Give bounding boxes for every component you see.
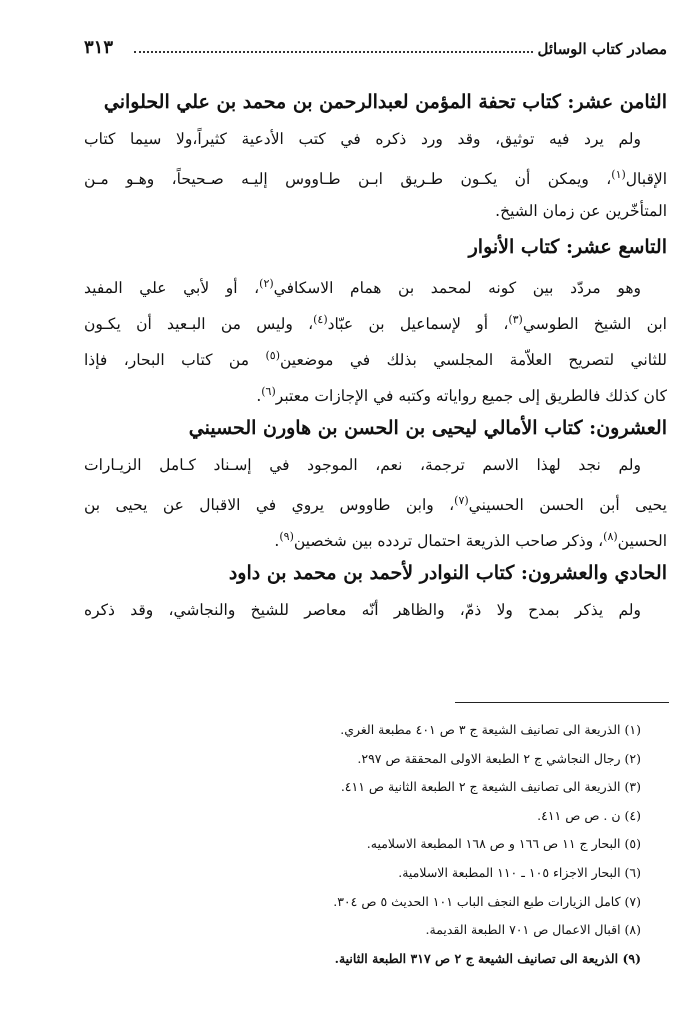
- text-line: وهو مردّد بين كونه لمحمد بن همام الاسكافي$^{(٢)}$، أو لأبي علي المفيد: [84, 277, 641, 297]
- footnotes: [180, 716, 641, 973]
- footnote: (٤) ن . ص ص ٤١١.: [537, 807, 641, 823]
- footnote-marker: (٤): [313, 313, 328, 326]
- footnote: (٩) الذريعة الى تصانيف الشيعة ج ٢ ص ٣١٧ الطبعة الثانية.: [334, 950, 641, 966]
- footnote: (١) الذريعة الى تصانيف الشيعة ج ٣ ص ٤٠١ مطبعة الغري.: [340, 722, 641, 737]
- page-number: ٣١٣: [84, 37, 114, 58]
- text-line: كان كذلك فالطريق إلى جميع رواياته وكتبه في الإجازات معتبر$^{(٦)}$.: [256, 385, 667, 405]
- text-line: الإقبال$^{(١)}$، ويمكن أن يكـون طـريق ابـن طـاووس إليـه صـحيحاً، وهـو مـن: [84, 168, 667, 188]
- footnote: (٥) البحار ج ١١ ص ١٦٦ و ص ١٦٨ المطبعة الاسلاميه.: [366, 836, 641, 852]
- footnote: (٦) البحار الاجزاء ١٠٥ ـ ١١٠ المطبعة الاسلامية.: [398, 864, 641, 880]
- footnote: (٢) رجال النجاشي ج ٢ الطبعة الاولى المحققة ص ٢٩٧.: [357, 750, 641, 766]
- footnote: (٧) كامل الزيارات طبع النجف الباب ١٠١ الحديث ٥ ص ٣٠٤.: [333, 893, 641, 909]
- main-text: [84, 84, 667, 628]
- footnote-marker: (٣): [508, 313, 523, 326]
- text-line: المتأخّرين عن زمان الشيخ.: [495, 202, 667, 220]
- section-heading: الحادي والعشرون: كتاب النوادر لأحمد بن محمد بن داود: [228, 562, 667, 584]
- footnote-marker: (٥): [265, 349, 280, 362]
- text-line: ولم نجد لهذا الاسم ترجمة، نعم، الموجود في إسـناد كـامل الزيـارات: [84, 456, 641, 474]
- footnote-marker: (١): [611, 168, 626, 181]
- text-line: ولم يرد فيه توثيق، وقد ورد ذكره في كتب الأدعية كثيراً،ولا سيما كتاب: [84, 130, 641, 148]
- section-heading: الثامن عشر: كتاب تحفة المؤمن لعبدالرحمن بن محمد بن علي الحلواني: [103, 91, 667, 113]
- footnote-divider: [455, 702, 669, 703]
- running-title: مصادر كتاب الوسائل: [537, 40, 667, 58]
- text-line: الحسين$^{(٨)}$، وذكر صاحب الذريعة احتمال تردده بين شخصين$^{(٩)}$.: [274, 530, 667, 550]
- footnote-marker: (٢): [259, 277, 274, 290]
- footnote: (٣) الذريعة الى تصانيف الشيعة ج ٢ الطبعة الثانية ص ٤١١.: [340, 779, 641, 795]
- text-line: للثاني لتصريح العلاّمة المجلسي بذلك في موضعين$^{(٥)}$ من كتاب البحار، فإذا: [84, 349, 667, 369]
- section-heading: التاسع عشر: كتاب الأنوار: [468, 236, 667, 258]
- section-heading: العشرون: كتاب الأمالي ليحيى بن الحسن بن هاورن الحسيني: [188, 417, 667, 439]
- page-header: [84, 36, 667, 66]
- dotted-leader: [134, 51, 533, 53]
- text-line: ولم يذكر بمدح ولا ذمّ، والظاهر أنّه معاصر للشيخ والنجاشي، وقد ذكره: [84, 601, 641, 619]
- footnote-marker: (٦): [261, 385, 276, 398]
- footnote-marker: (٧): [454, 494, 469, 507]
- text-line: ابن الشيخ الطوسي$^{(٣)}$، أو لإسماعيل بن عبّاد$^{(٤)}$، وليس من البـعيد أن يكـون: [84, 313, 667, 333]
- footnote: (٨) اقبال الاعمال ص ٧٠١ الطبعة القديمة.: [425, 922, 641, 938]
- footnote-marker: (٩): [279, 530, 294, 543]
- footnote-marker: (٨): [603, 530, 618, 543]
- text-line: يحيى أبن الحسن الحسيني$^{(٧)}$، وابن طاووس يروي في الاقبال عن يحيى بن: [84, 494, 667, 514]
